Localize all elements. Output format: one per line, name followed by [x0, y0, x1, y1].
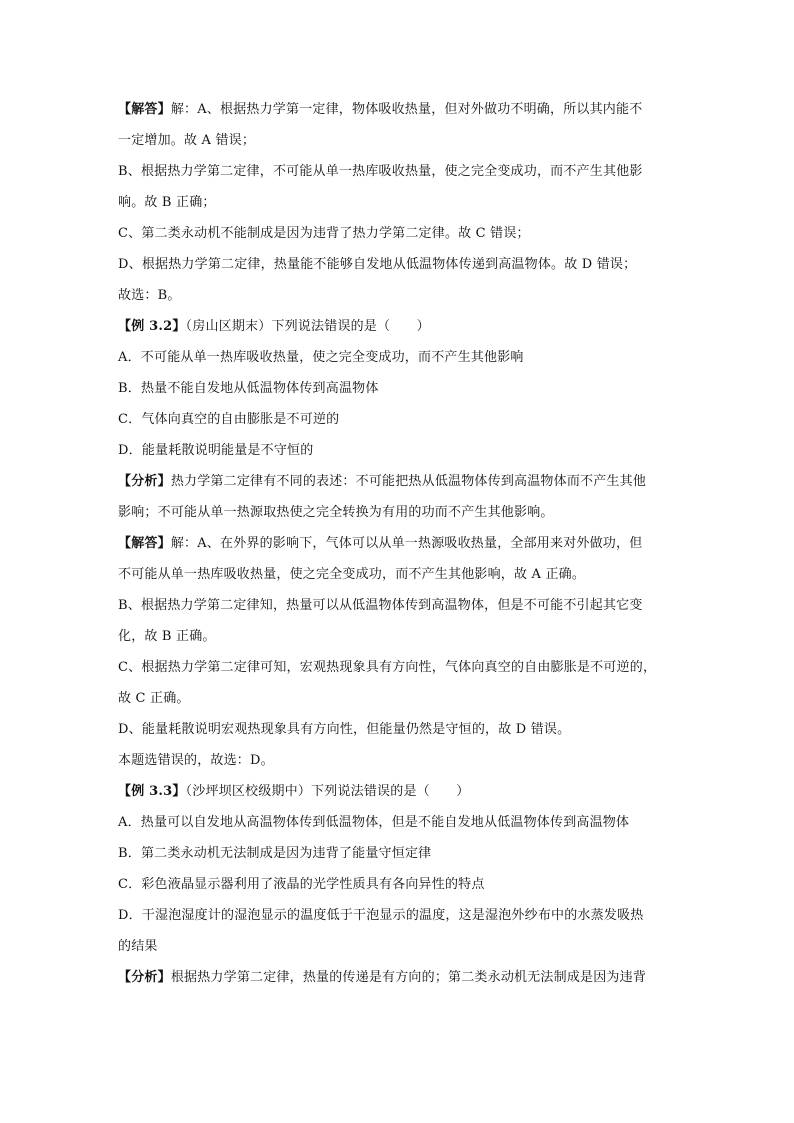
section-tag: 【例 3.3】 [118, 784, 186, 799]
text-line [118, 534, 678, 565]
line-text: 热力学第二定律有不同的表述：不可能把热从低温物体传到高温物体而不产生其他 [170, 474, 647, 489]
text-line [118, 782, 678, 813]
text-line [118, 317, 678, 348]
line-text: D、能量耗散说明宏观热现象具有方向性，但能量仍然是守恒的，故 D 错误。 [118, 722, 571, 737]
text-line [118, 472, 678, 503]
line-text: （房山区期末）下列说法错误的是（ ） [185, 319, 430, 334]
line-text: C、第二类永动机不能制成是因为违背了热力学第二定律。故 C 错误； [118, 226, 530, 241]
line-text: 化，故 B 正确。 [118, 629, 216, 644]
text-line [118, 379, 678, 410]
line-text: （沙坪坝区校级期中）下列说法错误的是（ ） [185, 784, 470, 799]
text-line [118, 751, 678, 782]
text-line [118, 627, 678, 658]
section-tag: 【解答】 [118, 102, 171, 117]
text-line [118, 348, 678, 379]
text-line [118, 255, 678, 286]
text-line [118, 286, 678, 317]
line-text: 解：A、在外界的影响下，气体可以从单一热源吸收热量，全部用来对外做功，但 [170, 536, 643, 551]
line-text: 解：A、根据热力学第一定律，物体吸收热量，但对外做功不明确，所以其内能不 [170, 102, 643, 117]
text-line [118, 906, 678, 937]
text-line [118, 658, 678, 689]
line-text: C．气体向真空的自由膨胀是不可逆的 [118, 412, 340, 427]
text-line [118, 689, 678, 720]
line-text: B．第二类永动机无法制成是因为违背了能量守恒定律 [118, 846, 432, 861]
text-line [118, 844, 678, 875]
line-text: 根据热力学第二定律，热量的传递是有方向的；第二类永动机无法制成是因为违背 [170, 970, 647, 985]
section-tag: 【分析】 [118, 970, 171, 985]
line-text: D．干湿泡湿度计的湿泡显示的温度低于干泡显示的温度，这是湿泡外纱布中的水蒸发吸热 [118, 908, 644, 923]
text-line [118, 875, 678, 906]
text-line [118, 131, 678, 162]
text-line [118, 441, 678, 472]
line-text: 故 C 正确。 [118, 691, 190, 706]
line-text: 影响；不可能从单一热源取热使之完全转换为有用的功而不产生其他影响。 [118, 505, 554, 520]
section-tag: 【解答】 [118, 536, 171, 551]
line-text: 的结果 [118, 939, 158, 954]
text-line [118, 503, 678, 534]
line-text: B、根据热力学第二定律，不可能从单一热库吸收热量，使之完全变成功，而不产生其他影 [118, 164, 643, 179]
line-text: B、根据热力学第二定律知，热量可以从低温物体传到高温物体，但是不可能不引起其它变 [118, 598, 643, 613]
line-text: A．不可能从单一热库吸收热量，使之完全变成功，而不产生其他影响 [118, 350, 524, 365]
text-line [118, 193, 678, 224]
text-line [118, 100, 678, 131]
text-line [118, 596, 678, 627]
text-line [118, 224, 678, 255]
text-line [118, 813, 678, 844]
text-line [118, 968, 678, 999]
section-tag: 【例 3.2】 [118, 319, 186, 334]
text-line [118, 565, 678, 596]
line-text: D．能量耗散说明能量是不守恒的 [118, 443, 314, 458]
text-line [118, 410, 678, 441]
document-page [118, 100, 678, 999]
line-text: 不可能从单一热库吸收热量，使之完全变成功，而不产生其他影响，故 A 正确。 [118, 567, 586, 582]
line-text: D、根据热力学第二定律，热量能不能够自发地从低温物体传递到高温物体。故 D 错误； [118, 257, 637, 272]
line-text: 一定增加。故 A 错误； [118, 133, 256, 148]
line-text: C、根据热力学第二定律可知，宏观热现象具有方向性，气体向真空的自由膨胀是不可逆的， [118, 660, 657, 675]
text-line [118, 937, 678, 968]
line-text: A．热量可以自发地从高温物体传到低温物体，但是不能自发地从低温物体传到高温物体 [118, 815, 630, 830]
line-text: B．热量不能自发地从低温物体传到高温物体 [118, 381, 379, 396]
text-line [118, 720, 678, 751]
line-text: C．彩色液晶显示器利用了液晶的光学性质具有各向异性的特点 [118, 877, 485, 892]
line-text: 故选：B。 [118, 288, 181, 303]
section-tag: 【分析】 [118, 474, 171, 489]
text-line [118, 162, 678, 193]
line-text: 本题选错误的，故选：D。 [118, 753, 274, 768]
line-text: 响。故 B 正确； [118, 195, 216, 210]
